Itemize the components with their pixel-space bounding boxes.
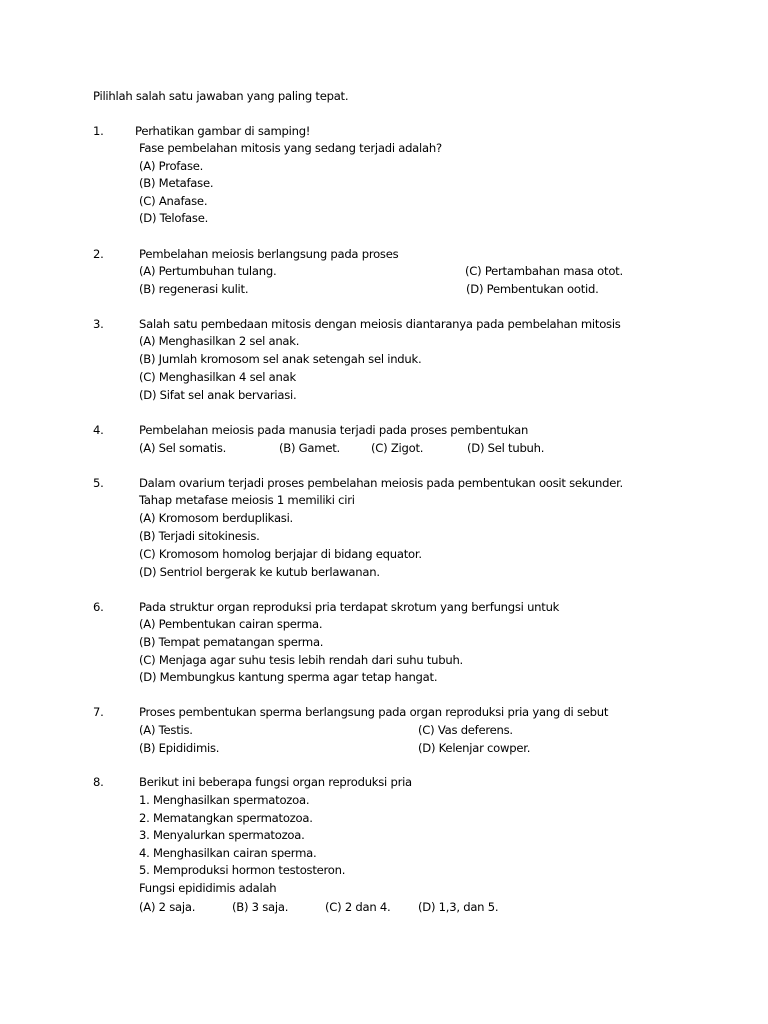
question-text-2: Fungsi epididimis adalah [139,881,277,895]
question-text: Pembelahan meiosis berlangsung pada proses [139,247,399,261]
question-text-2: Tahap metafase meiosis 1 memiliki ciri [139,493,355,507]
question-number: 5. [93,476,104,490]
option-c: (C) Kromosom homolog berjajar di bidang equator. [139,547,422,561]
option-b: (B) Metafase. [139,176,214,190]
option-b: (B) 3 saja. [232,900,289,914]
option-a: (A) Sel somatis. [139,441,227,455]
option-c: (C) Menjaga agar suhu tesis lebih rendah dari suhu tubuh. [139,653,463,667]
option-b: (B) Gamet. [279,441,340,455]
instruction: Pilihlah salah satu jawaban yang paling tepat. [93,89,349,103]
option-d: (D) Pembentukan ootid. [466,282,599,296]
question-number: 3. [93,317,104,331]
option-a: (A) Profase. [139,159,204,173]
option-d: (D) 1,3, dan 5. [418,900,499,914]
option-d: (D) Sel tubuh. [467,441,545,455]
question-text: Pada struktur organ reproduksi pria terdapat skrotum yang berfungsi untuk [139,600,560,614]
question-text: Dalam ovarium terjadi proses pembelahan meiosis pada pembentukan oosit sekunder. [139,476,623,490]
option-c: (C) Menghasilkan 4 sel anak [139,370,296,384]
option-b: (B) Terjadi sitokinesis. [139,529,260,543]
option-c: (C) Anafase. [139,194,208,208]
question-number: 7. [93,705,104,719]
question-number: 2. [93,247,104,261]
option-a: (A) Menghasilkan 2 sel anak. [139,334,300,348]
option-c: (C) 2 dan 4. [325,900,391,914]
question-text: Salah satu pembedaan mitosis dengan meiosis diantaranya pada pembelahan mitosis [139,317,621,331]
question-number: 6. [93,600,104,614]
option-d: (D) Sentriol bergerak ke kutub berlawanan. [139,565,380,579]
option-a: (A) Pembentukan cairan sperma. [139,617,323,631]
option-a: (A) Testis. [139,723,193,737]
option-b: (B) regenerasi kulit. [139,282,249,296]
option-d: (D) Membungkus kantung sperma agar tetap hangat. [139,670,438,684]
list-item: 2. Mematangkan spermatozoa. [139,811,313,825]
question-number: 8. [93,775,104,789]
option-a: (A) Kromosom berduplikasi. [139,511,293,525]
list-item: 4. Menghasilkan cairan sperma. [139,846,317,860]
list-item: 1. Menghasilkan spermatozoa. [139,793,310,807]
question-text: Proses pembentukan sperma berlangsung pada organ reproduksi pria yang di sebut [139,705,609,719]
question-number: 4. [93,423,104,437]
list-item: 3. Menyalurkan spermatozoa. [139,828,305,842]
question-prompt: Perhatikan gambar di samping! [135,124,311,138]
option-c: (C) Zigot. [371,441,424,455]
option-b: (B) Jumlah kromosom sel anak setengah sel induk. [139,352,422,366]
option-a: (A) Pertumbuhan tulang. [139,264,277,278]
question-text: Pembelahan meiosis pada manusia terjadi pada proses pembentukan [139,423,529,437]
option-a: (A) 2 saja. [139,900,196,914]
option-b: (B) Epididimis. [139,741,220,755]
list-item: 5. Memproduksi hormon testosteron. [139,863,346,877]
question-text: Fase pembelahan mitosis yang sedang terjadi adalah? [139,141,442,155]
option-d: (D) Sifat sel anak bervariasi. [139,388,297,402]
option-c: (C) Vas deferens. [418,723,513,737]
question-text: Berikut ini beberapa fungsi organ reproduksi pria [139,775,412,789]
question-number: 1. [93,124,104,138]
option-d: (D) Telofase. [139,211,209,225]
option-b: (B) Tempat pematangan sperma. [139,635,324,649]
option-c: (C) Pertambahan masa otot. [465,264,623,278]
option-d: (D) Kelenjar cowper. [418,741,531,755]
